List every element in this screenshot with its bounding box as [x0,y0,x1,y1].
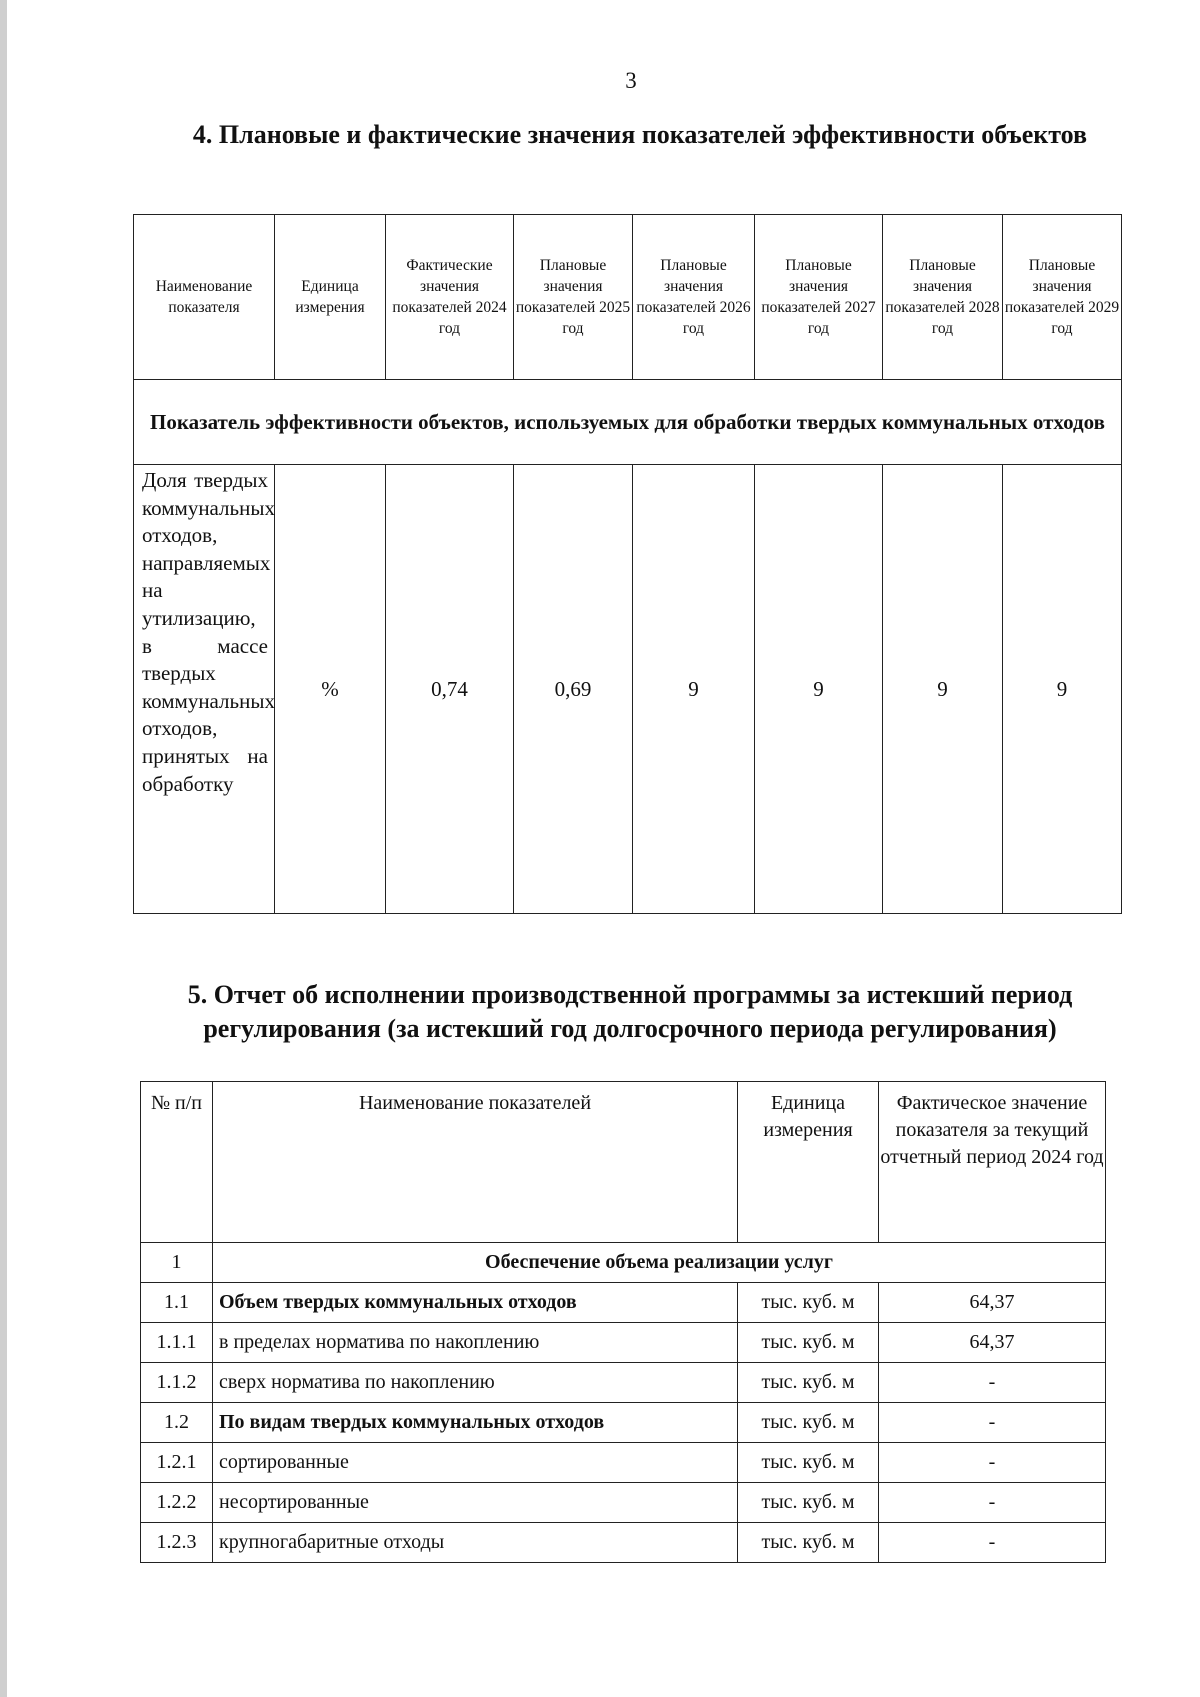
value-2026: 9 [633,465,755,914]
row-value: - [879,1483,1106,1523]
table-row [141,1443,1106,1483]
table-row [141,1483,1106,1523]
row-name: По видам твердых коммунальных отходов [213,1403,738,1443]
row-unit: тыс. куб. м [738,1483,879,1523]
row-unit: тыс. куб. м [738,1363,879,1403]
row-value: - [879,1403,1106,1443]
table-row [141,1323,1106,1363]
row-name: Объем твердых коммунальных отходов [213,1283,738,1323]
group-row [141,1243,1106,1283]
row-name: в пределах норматива по накоплению [213,1323,738,1363]
header-unit: Единица измерения [738,1082,879,1243]
row-num: 1.2.1 [141,1443,213,1483]
scan-left-edge [0,0,7,1697]
row-unit: тыс. куб. м [738,1523,879,1563]
production-program-report-table [140,1081,1106,1563]
row-unit: тыс. куб. м [738,1323,879,1363]
section4-title: 4. Плановые и фактические значения показателей эффективности объектов [192,120,1088,149]
header-name: Наименование показателей [213,1082,738,1243]
row-value: - [879,1523,1106,1563]
efficiency-indicators-table [133,214,1122,914]
section-row [134,380,1122,465]
group-row-title: Обеспечение объема реализации услуг [213,1243,1106,1283]
header-num: № п/п [141,1082,213,1243]
row-name: несортированные [213,1483,738,1523]
indicator-name: Доля твердых коммунальных отходов, направляемых на утилизацию, в массе твердых коммунальных отходов, принятых на обработку [134,465,275,914]
table-row [141,1403,1106,1443]
row-name: сверх норматива по накоплению [213,1363,738,1403]
section5-title: 5. Отчет об исполнении производственной программы за истекший период регулирования (за истекший год долгосрочного периода регулирования) [187,980,1073,1043]
row-unit: тыс. куб. м [738,1403,879,1443]
value-2029: 9 [1003,465,1122,914]
page-number: 3 [625,68,637,93]
row-value: - [879,1443,1106,1483]
table-row [141,1363,1106,1403]
row-value: - [879,1363,1106,1403]
row-unit: тыс. куб. м [738,1283,879,1323]
row-num: 1.1.1 [141,1323,213,1363]
header-cell: Плановые значения показателей 2026 год [633,215,755,380]
row-num: 1.1.2 [141,1363,213,1403]
header-cell: Наименование показателя [134,215,275,380]
header-cell: Плановые значения показателей 2028 год [883,215,1003,380]
value-2028: 9 [883,465,1003,914]
indicator-unit: % [275,465,386,914]
header-cell: Плановые значения показателей 2027 год [755,215,883,380]
table-header-row [134,215,1122,380]
value-2027: 9 [755,465,883,914]
header-value: Фактическое значение показателя за текущий отчетный период 2024 год [879,1082,1106,1243]
header-cell: Фактические значения показателей 2024 год [386,215,514,380]
row-name: крупногабаритные отходы [213,1523,738,1563]
row-value: 64,37 [879,1323,1106,1363]
header-cell: Единица измерения [275,215,386,380]
row-value: 64,37 [879,1283,1106,1323]
section-row-title: Показатель эффективности объектов, используемых для обработки твердых коммунальных отходов [134,380,1122,465]
header-cell: Плановые значения показателей 2029 год [1003,215,1122,380]
value-2024: 0,74 [386,465,514,914]
table-row [134,465,1122,914]
table-header-row [141,1082,1106,1243]
row-num: 1.2 [141,1403,213,1443]
row-unit: тыс. куб. м [738,1443,879,1483]
row-num: 1.2.2 [141,1483,213,1523]
header-cell: Плановые значения показателей 2025 год [514,215,633,380]
row-num: 1 [141,1243,213,1283]
row-num: 1.1 [141,1283,213,1323]
value-2025: 0,69 [514,465,633,914]
row-num: 1.2.3 [141,1523,213,1563]
table-row [141,1283,1106,1323]
table-row [141,1523,1106,1563]
row-name: сортированные [213,1443,738,1483]
